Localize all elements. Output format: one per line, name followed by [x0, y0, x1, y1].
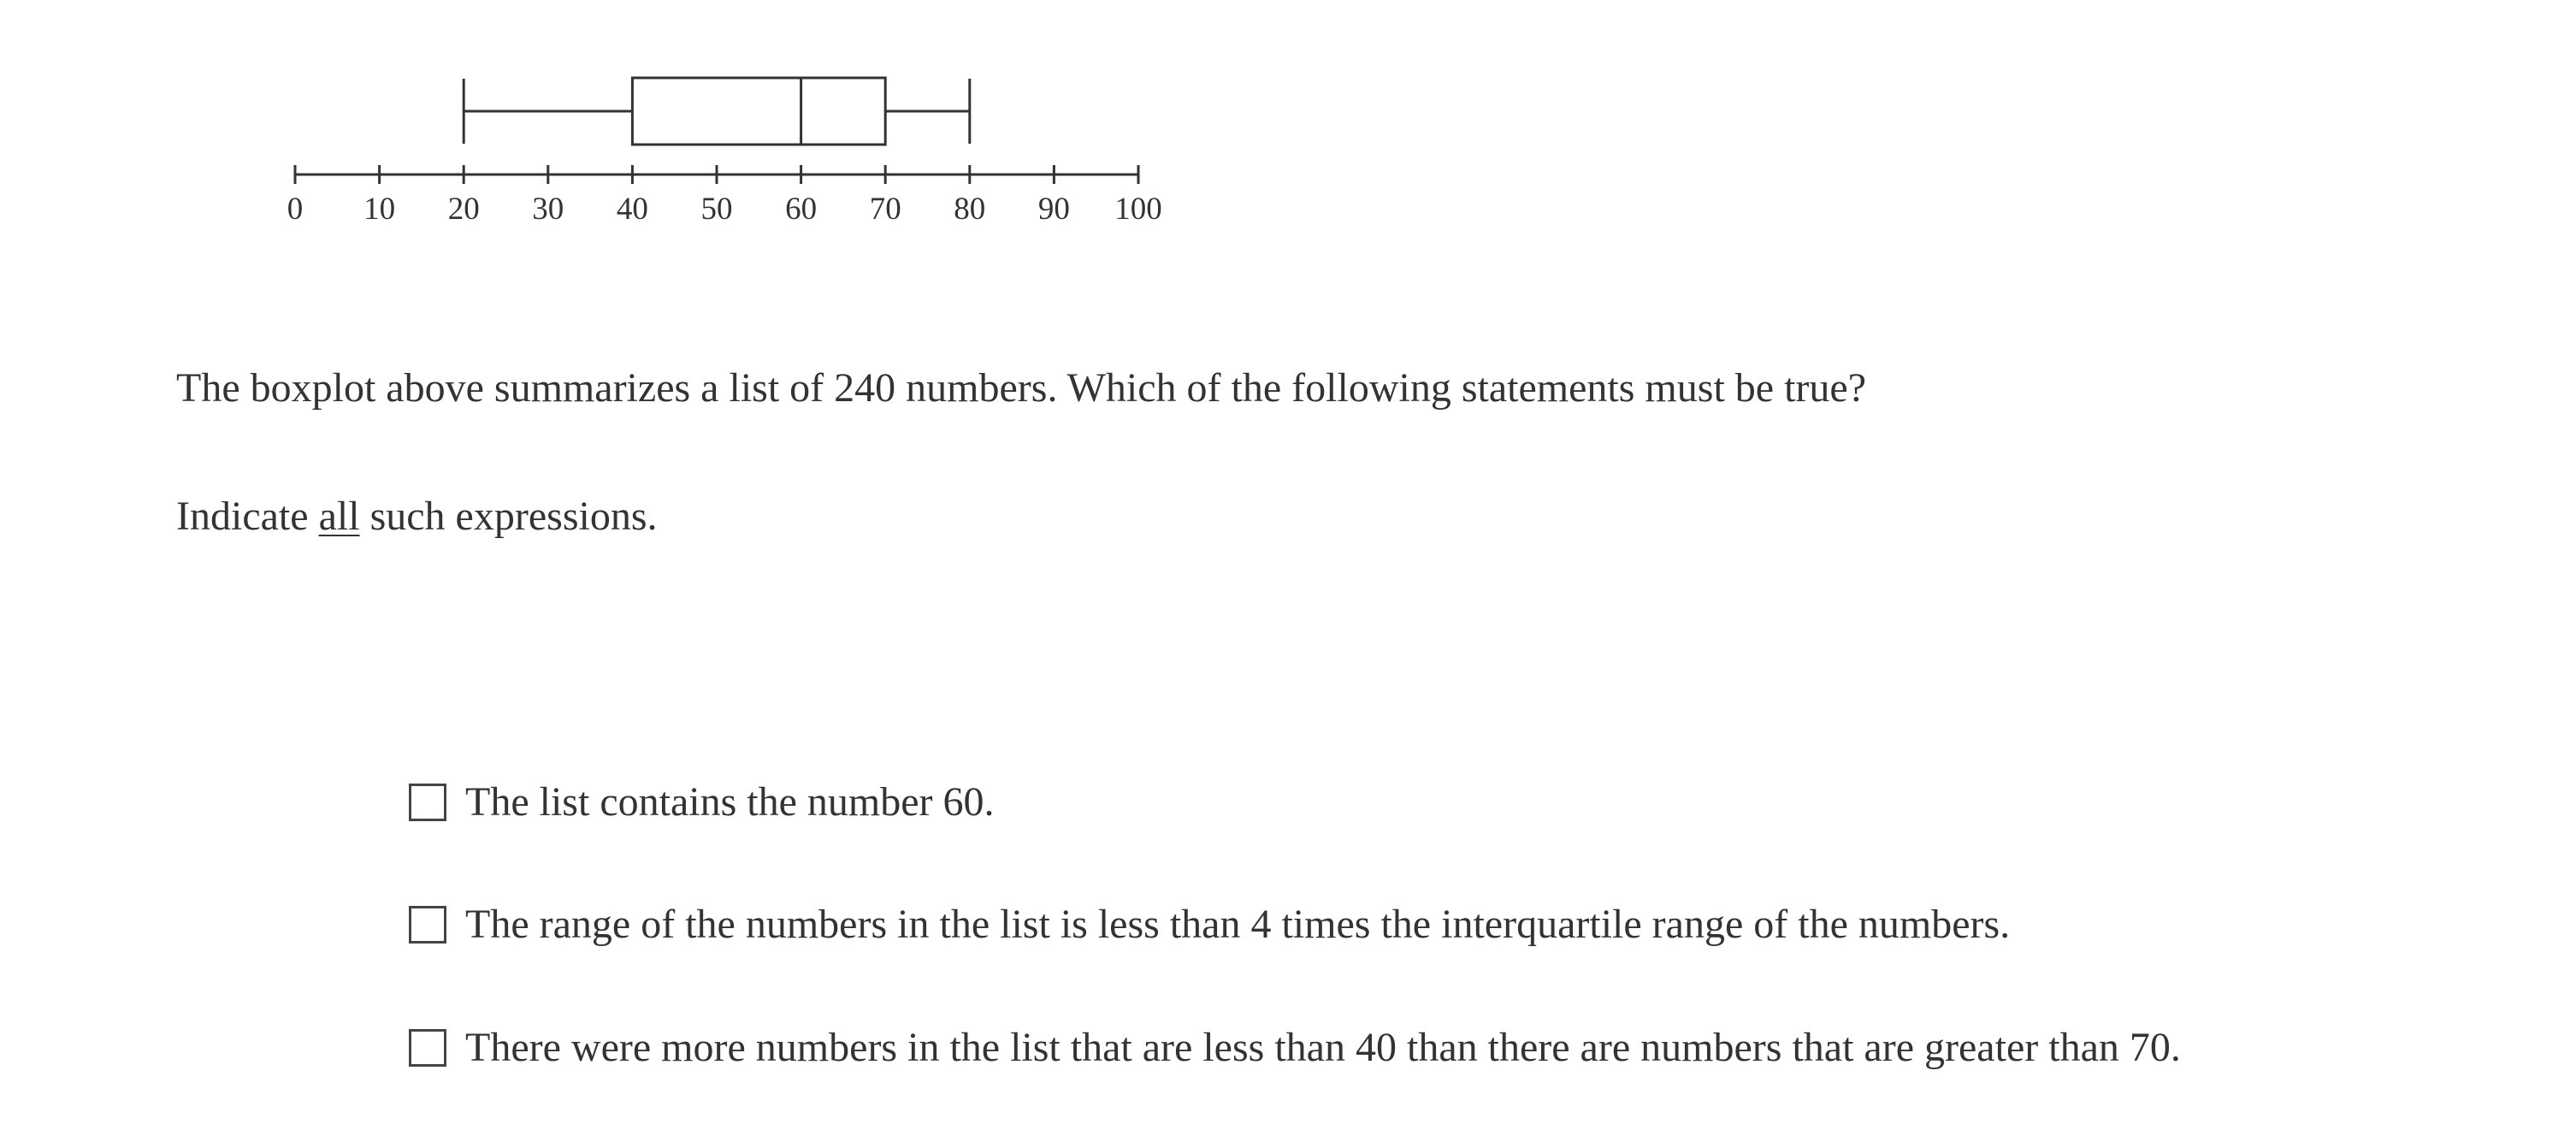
checkbox-2[interactable]: [409, 906, 446, 944]
axis-tick-label: 90: [1037, 192, 1070, 227]
checkbox-1[interactable]: [409, 784, 446, 821]
instruction-text: [176, 491, 658, 542]
instruction-emphasis: all: [318, 494, 360, 539]
axis-tick-label: 80: [954, 192, 986, 227]
axis-tick-label: 10: [363, 192, 396, 227]
instruction-suffix: such expressions.: [359, 494, 658, 539]
axis-tick-label: 70: [869, 192, 901, 227]
axis-tick-label: 50: [700, 192, 733, 227]
answer-option-1[interactable]: [409, 777, 995, 828]
axis-tick-label: 100: [1114, 192, 1162, 227]
answer-option-3[interactable]: [409, 1022, 2181, 1074]
axis-tick-label: 40: [616, 192, 648, 227]
question-text: The boxplot above summarizes a list of 240 numbers. Which of the following statements must be true?: [176, 365, 1867, 411]
answer-option-1-label: The list contains the number 60.: [465, 779, 995, 825]
instruction-prefix: Indicate: [176, 494, 319, 539]
answer-option-2[interactable]: [409, 899, 2010, 950]
axis-tick-label: 60: [785, 192, 818, 227]
answer-option-3-label: There were more numbers in the list that are less than 40 than there are numbers that are greater than 70.: [465, 1025, 2181, 1070]
checkbox-3[interactable]: [409, 1029, 446, 1067]
boxplot-chart: [0, 0, 1283, 257]
number-line-axis: [287, 165, 1162, 227]
axis-tick-label: 30: [532, 192, 564, 227]
axis-tick-label: 0: [287, 192, 304, 227]
boxplot-figure: [464, 78, 970, 145]
interquartile-box: [632, 78, 885, 145]
answer-option-2-label: The range of the numbers in the list is less than 4 times the interquartile range of the numbers.: [465, 902, 2011, 947]
axis-tick-label: 20: [447, 192, 480, 227]
